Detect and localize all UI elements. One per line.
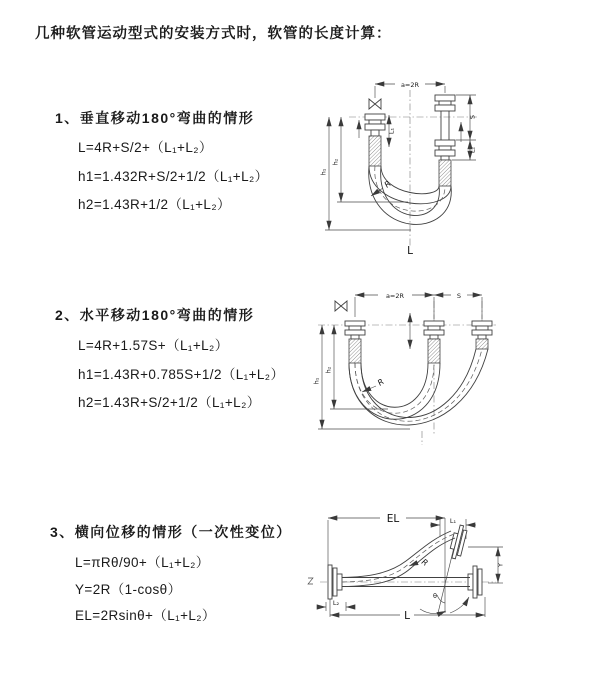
dim-el-label: EL xyxy=(386,513,400,525)
right-flange xyxy=(468,566,482,598)
dim-s xyxy=(456,95,477,140)
dim-h1-label: h₁ xyxy=(319,168,328,176)
dim-a2r-label: a=2R xyxy=(385,291,405,300)
braid-section xyxy=(349,339,361,363)
section-2-formula-h2: h2=1.43R+S/2+1/2（L₁+L₂） xyxy=(78,395,261,410)
section-3-formula-Y: Y=2R（1-cosθ） xyxy=(75,582,182,597)
hose-curved xyxy=(342,531,455,587)
left-fitting xyxy=(365,114,385,166)
dim-h2-label: h₂ xyxy=(331,158,340,166)
dim-s-label: S xyxy=(468,114,477,120)
dim-l2 xyxy=(318,599,354,611)
section-2-formula-h1: h1=1.43R+0.785S+1/2（L₁+L₂） xyxy=(78,367,285,382)
middle-fitting xyxy=(424,321,444,363)
section-2-formula-L: L=4R+1.57S+（L₁+L₂） xyxy=(78,338,229,353)
radius-label: R xyxy=(382,179,393,190)
dim-l2 xyxy=(452,140,477,160)
tilted-flange xyxy=(448,524,468,560)
hose-loops xyxy=(349,349,488,425)
dim-l2-label: L₂ xyxy=(468,146,477,154)
angle-label: θ xyxy=(433,592,437,600)
dim-a2r xyxy=(355,292,434,300)
radius-label: R xyxy=(419,557,430,568)
right-fitting xyxy=(435,95,455,186)
radius-callout xyxy=(409,557,430,568)
radius-callout xyxy=(371,179,393,196)
section-1-heading: 1、垂直移动180°弯曲的情形 xyxy=(55,110,255,126)
diagram-horizontal-180-bend xyxy=(310,285,505,465)
swing-arrow-left xyxy=(420,609,446,614)
dim-l1 xyxy=(388,115,396,147)
dim-l1-label: L₁ xyxy=(387,127,396,135)
dim-l xyxy=(330,597,485,622)
section-3-formula-L: L=πRθ/90+（L₁+L₂） xyxy=(75,555,210,570)
braid-section xyxy=(439,160,451,186)
section-1-formula-h1: h1=1.432R+S/2+1/2（L₁+L₂） xyxy=(78,169,269,184)
section-3-formula-EL: EL=2Rsinθ+（L₁+L₂） xyxy=(75,608,216,623)
diagram-vertical-180-bend xyxy=(315,70,515,262)
diagram-lateral-displacement xyxy=(300,495,600,640)
radius-label: R xyxy=(375,377,386,388)
dim-l-label: L xyxy=(404,610,410,622)
radius-construction-line xyxy=(438,539,456,613)
section-3-heading: 3、横向位移的情形（一次性变位） xyxy=(50,524,292,540)
valve-icon xyxy=(335,301,347,311)
length-label: L xyxy=(407,245,413,257)
page-title: 几种软管运动型式的安装方式时，软管的长度计算： xyxy=(35,26,392,42)
dim-el xyxy=(328,513,445,565)
braid-section xyxy=(369,136,381,166)
dim-s-label: S xyxy=(456,291,462,300)
dim-l1-label: L₁ xyxy=(449,517,457,525)
section-1-formula-h2: h2=1.43R+1/2（L₁+L₂） xyxy=(78,197,231,212)
section-2-heading: 2、水平移动180°弯曲的情形 xyxy=(55,307,255,323)
dim-a2r-label: a=2R xyxy=(400,80,420,89)
left-flange xyxy=(328,565,342,599)
left-fitting xyxy=(345,321,365,363)
valve-icon xyxy=(369,99,381,109)
axis-break-mark xyxy=(308,578,313,584)
dim-l2-label: L₂ xyxy=(332,599,340,607)
dim-h1-label: h₁ xyxy=(312,377,321,385)
right-fitting xyxy=(472,321,492,349)
dim-s xyxy=(434,292,482,300)
dim-h1 xyxy=(320,117,412,230)
dim-h2-label: h₂ xyxy=(324,366,333,374)
swing-arrow-right xyxy=(450,597,469,613)
section-1-formula-L: L=4R+S/2+（L₁+L₂） xyxy=(78,140,213,155)
braid-section xyxy=(476,339,488,349)
radius-callout xyxy=(362,377,386,392)
dim-y-label: Y xyxy=(496,563,505,567)
braid-section xyxy=(428,339,440,363)
